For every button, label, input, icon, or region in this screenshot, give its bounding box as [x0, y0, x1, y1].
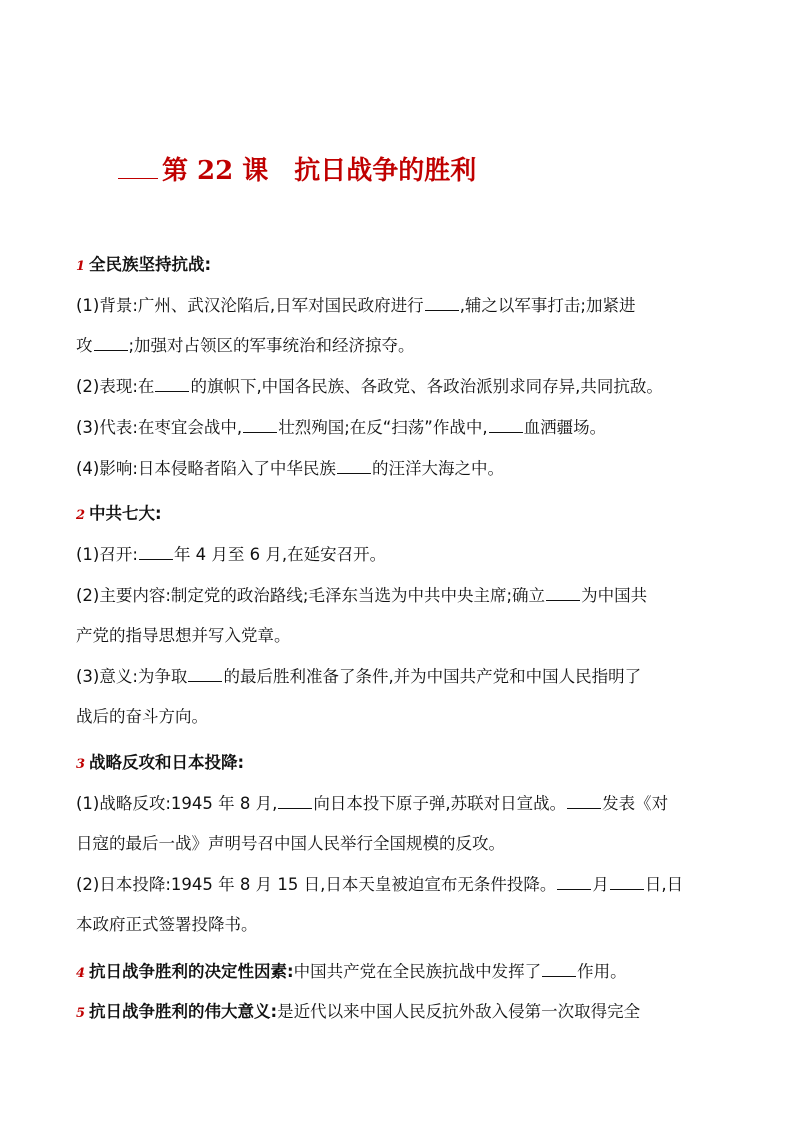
text-line [76, 334, 726, 357]
text-line [76, 457, 726, 480]
text-line [76, 792, 726, 815]
text-segment: 向日本投下原子弹,苏联对日宣战。 [313, 794, 567, 813]
text-segment: (2)表现:在 [76, 377, 155, 396]
section-heading-5 [76, 1001, 726, 1025]
text-segment: ;加强对占领区的军事统治和经济掠夺。 [128, 336, 415, 355]
text-line [76, 914, 726, 936]
text-line [76, 625, 726, 647]
text-line [76, 294, 726, 317]
text-segment: (2)日本投降:1945 年 8 月 15 日,日本天皇被迫宣布无条件投降。 [76, 875, 557, 894]
fill-in-blank[interactable] [546, 584, 580, 601]
section-title: 中共七大: [89, 504, 162, 523]
text-segment: 中国共产党在全民族抗战中发挥了 [293, 962, 542, 981]
text-line [76, 375, 726, 398]
lesson-number: 第 22 课 [162, 156, 269, 186]
text-segment: (3)代表:在枣宜会战中, [76, 418, 243, 437]
fill-in-blank[interactable] [243, 416, 277, 433]
fill-in-blank[interactable] [567, 792, 601, 809]
section-number: 3 [76, 757, 86, 772]
text-line [76, 873, 726, 896]
fill-in-blank[interactable] [610, 873, 644, 890]
text-segment: 作用。 [577, 962, 627, 981]
lesson-title [118, 150, 476, 187]
section-number: 1 [76, 259, 86, 274]
section-heading-1 [76, 254, 726, 278]
text-line [76, 543, 726, 566]
section-title: 抗日战争胜利的决定性因素: [89, 962, 294, 981]
text-line [76, 665, 726, 688]
section-title: 全民族坚持抗战: [89, 255, 212, 274]
text-segment: (2)主要内容:制定党的政治路线;毛泽东当选为中共中央主席;确立 [76, 586, 546, 605]
fill-in-blank[interactable] [278, 792, 312, 809]
text-segment: 战后的奋斗方向。 [76, 707, 208, 726]
text-segment: 年 4 月至 6 月,在延安召开。 [173, 545, 387, 564]
fill-in-blank[interactable] [188, 665, 222, 682]
text-line [76, 833, 726, 855]
text-segment: 壮烈殉国;在反“扫荡”作战中, [278, 418, 488, 437]
fill-in-blank[interactable] [139, 543, 173, 560]
text-segment: 的汪洋大海之中。 [371, 459, 504, 478]
text-segment: 的最后胜利准备了条件,并为中国共产党和中国人民指明了 [223, 667, 642, 686]
text-segment: 日寇的最后一战》声明号召中国人民举行全国规模的反攻。 [76, 834, 505, 853]
text-segment: ,辅之以军事打击;加紧进 [459, 296, 636, 315]
text-segment: 产党的指导思想并写入党章。 [76, 626, 291, 645]
text-segment: 的旗帜下,中国各民族、各政党、各政治派别求同存异,共同抗敌。 [190, 377, 663, 396]
section-number: 4 [76, 966, 86, 981]
section-heading-3 [76, 752, 726, 776]
text-line [76, 584, 726, 607]
text-segment: (1)战略反攻:1945 年 8 月, [76, 794, 278, 813]
fill-in-blank[interactable] [94, 334, 128, 351]
fill-in-blank[interactable] [542, 960, 576, 977]
section-title: 抗日战争胜利的伟大意义: [89, 1002, 278, 1021]
fill-in-blank[interactable] [425, 294, 459, 311]
section-number: 5 [76, 1006, 86, 1021]
text-segment: 发表《对 [602, 794, 669, 813]
text-line [76, 706, 726, 728]
text-segment: 攻 [76, 336, 93, 355]
section-number: 2 [76, 508, 86, 523]
fill-in-blank[interactable] [489, 416, 523, 433]
section-heading-2 [76, 503, 726, 527]
title-blank [118, 156, 158, 179]
text-segment: 本政府正式签署投降书。 [76, 915, 258, 934]
section-heading-4 [76, 960, 726, 985]
text-segment: (1)背景:广州、武汉沦陷后,日军对国民政府进行 [76, 296, 424, 315]
text-segment: 血洒疆场。 [523, 418, 607, 437]
text-segment: 月 [592, 875, 609, 894]
fill-in-blank[interactable] [337, 457, 371, 474]
text-segment: 日,日 [644, 875, 684, 894]
fill-in-blank[interactable] [155, 375, 189, 392]
text-segment: (3)意义:为争取 [76, 667, 188, 686]
text-line [76, 416, 726, 439]
lesson-name: 抗日战争的胜利 [294, 156, 477, 186]
text-segment: (4)影响:日本侵略者陷入了中华民族 [76, 459, 336, 478]
text-segment: 是近代以来中国人民反抗外敌入侵第一次取得完全 [277, 1002, 641, 1021]
text-segment: 为中国共 [581, 586, 648, 605]
section-title: 战略反攻和日本投降: [89, 753, 245, 772]
fill-in-blank[interactable] [557, 873, 591, 890]
text-segment: (1)召开: [76, 545, 138, 564]
